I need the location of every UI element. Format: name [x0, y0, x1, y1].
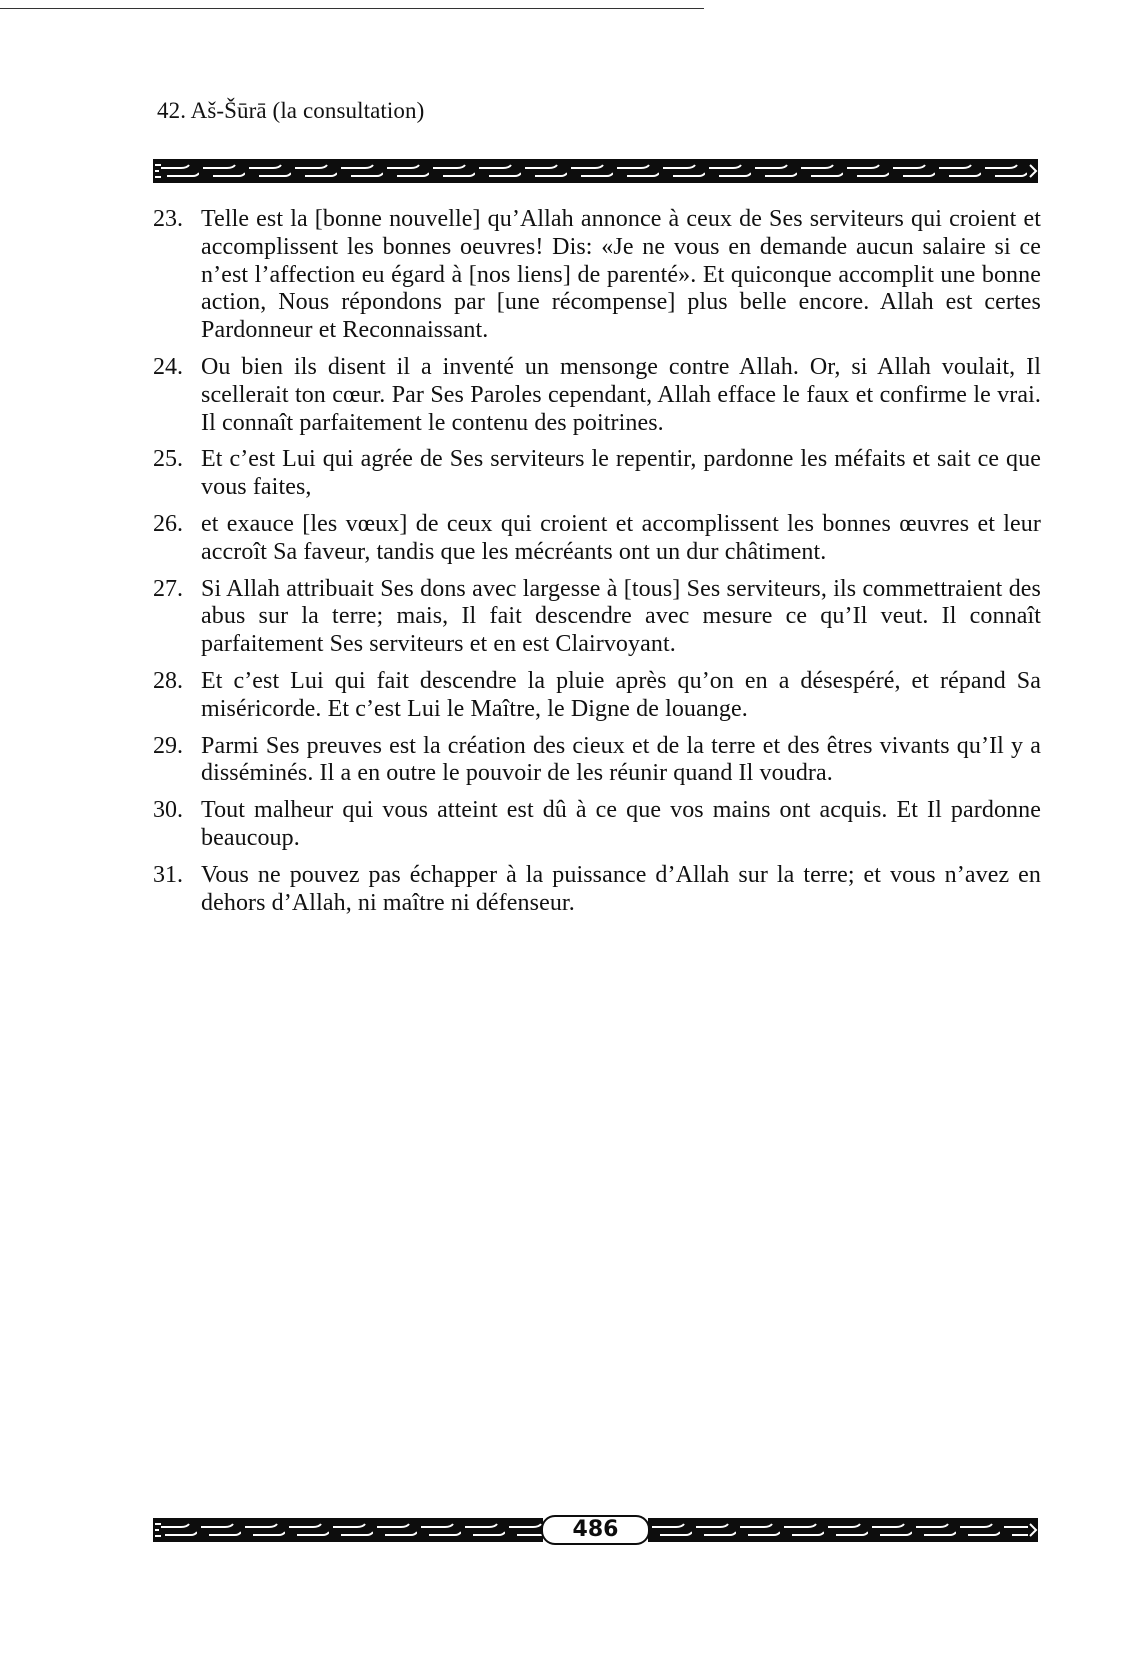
verse-number: 24.	[153, 353, 183, 380]
verse-31	[153, 862, 1041, 918]
verse-number: 26.	[153, 510, 183, 537]
verse-list	[153, 206, 1041, 926]
verse-25	[153, 446, 1041, 502]
verse-30	[153, 797, 1041, 853]
verse-29	[153, 733, 1041, 789]
footer-ornament-left	[153, 1518, 543, 1542]
verse-text: Si Allah attribuait Ses dons avec largesse à [tous] Ses serviteurs, ils commettraient des abus sur la terre; mais, Il fait descendre avec mesure ce qu’Il veut. Il connaît parfaitement Ses serviteurs et en est Clairvoyant.	[201, 575, 1041, 658]
verse-number: 27.	[153, 575, 183, 602]
page-header: 42. Aš-Šūrā (la consultation)	[157, 98, 425, 123]
ornament-pattern-right	[648, 1518, 1038, 1542]
verse-number: 29.	[153, 732, 183, 759]
footer-ornament-right	[648, 1518, 1038, 1542]
ornament-pattern-left	[153, 1518, 543, 1542]
verse-text: Et c’est Lui qui agrée de Ses serviteurs le repentir, pardonne les méfaits et sait ce que vous faites,	[201, 446, 1041, 501]
verse-text: Et c’est Lui qui fait descendre la pluie après qu’on en a désespéré, et répand Sa miséricorde. Et c’est Lui le Maître, le Digne de louange.	[201, 667, 1041, 722]
verse-text: Vous ne pouvez pas échapper à la puissance d’Allah sur la terre; et vous n’avez en dehors d’Allah, ni maître ni défenseur.	[201, 861, 1041, 916]
verse-text: Telle est la [bonne nouvelle] qu’Allah annonce à ceux de Ses serviteurs qui croient et accomplissent les bonnes oeuvres! Dis: «Je ne vous en demande aucun salaire si ce n’est l’affection eu égard à [nos liens] de parenté». Et quiconque accomplit une bonne action, Nous répondons par [une récompense] plus belle encore. Allah est certes Pardonneur et Reconnaissant.	[201, 206, 1041, 344]
ornament-pattern-top	[153, 159, 1038, 183]
verse-27	[153, 576, 1041, 659]
verse-text: Parmi Ses preuves est la création des cieux et de la terre et des êtres vivants qu’Il y a disséminés. Il a en outre le pouvoir de les réunir quand Il voudra.	[201, 732, 1041, 787]
verse-number: 31.	[153, 861, 183, 888]
verse-28	[153, 668, 1041, 724]
verse-24	[153, 354, 1041, 437]
verse-number: 23.	[153, 206, 183, 232]
verse-number: 28.	[153, 667, 183, 694]
verse-text: Ou bien ils disent il a inventé un mensonge contre Allah. Or, si Allah voulait, Il scellerait ton cœur. Par Ses Paroles cependant, Allah efface le faux et confirme le vrai. Il connaît parfaitement le contenu des poitrines.	[201, 353, 1041, 436]
verse-26	[153, 511, 1041, 567]
verse-23	[153, 206, 1041, 345]
verse-number: 30.	[153, 797, 183, 824]
verse-text: Tout malheur qui vous atteint est dû à ce que vos mains ont acquis. Et Il pardonne beaucoup.	[201, 797, 1041, 851]
verse-number: 25.	[153, 446, 183, 473]
top-rule	[0, 8, 704, 9]
decorative-band-top	[153, 159, 1038, 183]
decorative-band-footer	[153, 1515, 1038, 1545]
page-number: 486	[541, 1515, 650, 1545]
verse-text: et exauce [les vœux] de ceux qui croient et accomplissent les bonnes œuvres et leur accroît Sa faveur, tandis que les mécréants ont un dur châtiment.	[201, 510, 1041, 565]
